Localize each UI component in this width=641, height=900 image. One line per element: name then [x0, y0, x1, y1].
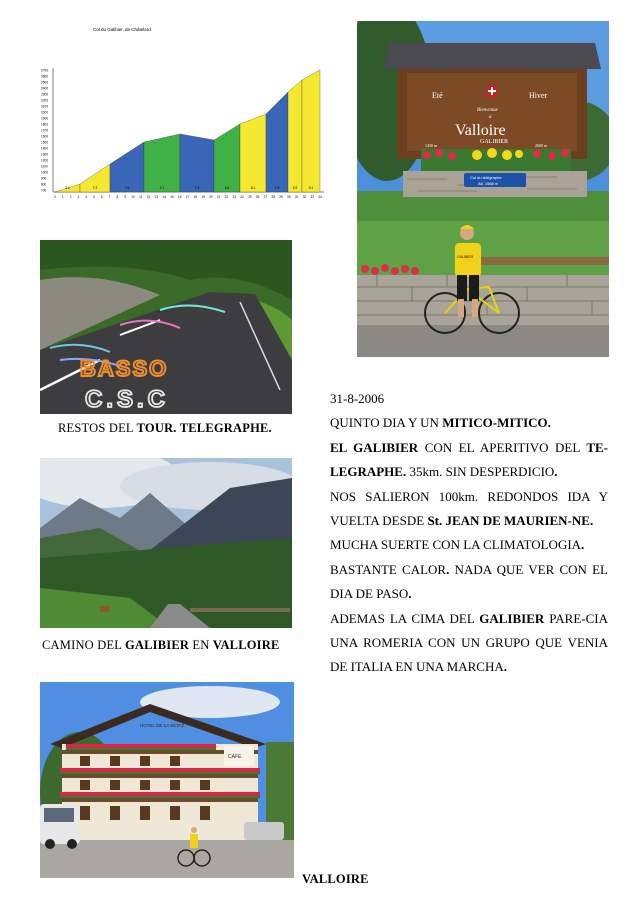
profile-segment	[266, 92, 288, 192]
profile-y-tick: 2200	[41, 98, 49, 103]
hotel-sign: HOTEL DE LA SETAZ	[140, 723, 185, 728]
profile-y-tick: 1800	[41, 122, 49, 127]
profile-gradient-label: 6.9	[292, 186, 298, 190]
jersey-text: GALIBIER	[457, 255, 474, 259]
profile-gradient-label: 7.4	[194, 186, 200, 190]
profile-x-tick: 29	[279, 195, 283, 199]
profile-gradient-label: 6.6	[224, 186, 230, 190]
profile-segment	[240, 114, 266, 192]
profile-x-tick: 17	[185, 195, 190, 199]
profile-y-tick: 1400	[41, 146, 49, 151]
sign-alt-left: 1430 m	[425, 143, 438, 148]
profile-y-tick: 2300	[41, 92, 49, 97]
profile-y-tick: 2600	[41, 74, 49, 79]
sign-valloire: Valloire	[455, 122, 506, 139]
paragraph-5: BASTANTE CALOR. NADA QUE VER CON EL DIA DE PASO.	[330, 561, 608, 602]
profile-x-tick: 8	[116, 195, 119, 199]
profile-x-tick: 31	[294, 195, 299, 199]
profile-x-tick: 27	[263, 195, 268, 199]
profile-segment	[180, 134, 214, 192]
elevation-profile-chart	[40, 22, 324, 200]
profile-x-tick: 26	[255, 195, 260, 199]
profile-x-tick: 6	[100, 195, 103, 199]
profile-y-tick: 1700	[41, 128, 49, 133]
profile-y-tick: 900	[41, 176, 47, 181]
sign-ete: Eté	[432, 91, 443, 100]
plate-line2: Alt. 1566 m	[478, 181, 499, 186]
profile-x-tick: 1	[61, 195, 64, 199]
profile-y-tick: 1100	[41, 164, 48, 169]
profile-x-tick: 13	[154, 195, 159, 199]
profile-x-tick: 32	[302, 195, 307, 199]
profile-x-tick: 18	[193, 195, 198, 199]
valloire-sign-photo	[357, 21, 609, 357]
sign-galibier: GALIBIER	[480, 139, 508, 145]
road-csc: C.S.C	[85, 386, 170, 413]
profile-y-tick: 1000	[41, 170, 49, 175]
profile-gradient-label: 7.6	[124, 186, 130, 190]
profile-y-tick: 2400	[41, 86, 49, 91]
sign-a: à	[489, 115, 492, 120]
sign-alt-right: 2600 m	[535, 143, 548, 148]
profile-gradient-label: 7.9	[274, 186, 280, 190]
paragraph-4: MUCHA SUERTE CON LA CLIMATOLOGIA.	[330, 537, 585, 553]
profile-segment	[288, 80, 302, 192]
profile-gradient-label: 9.1	[308, 186, 314, 190]
profile-segment	[302, 70, 320, 192]
paragraph-1: QUINTO DIA Y UN MITICO-MITICO.	[330, 415, 551, 431]
profile-gradient-label: 4.7	[159, 186, 165, 190]
profile-y-tick: 1600	[41, 134, 49, 139]
road-graffiti-photo	[40, 240, 292, 414]
profile-x-tick: 19	[201, 195, 205, 199]
profile-x-tick: 4	[85, 195, 88, 199]
road-basso: BASSO	[80, 356, 169, 381]
profile-title: Col du Galibier, de Châtelard	[93, 27, 151, 32]
profile-segment	[214, 124, 240, 192]
caption-camino: CAMINO DEL GALIBIER EN VALLOIRE	[42, 638, 280, 652]
profile-x-tick: 21	[216, 195, 221, 199]
profile-x-tick: 0	[54, 195, 56, 199]
profile-y-tick: 800	[41, 182, 47, 187]
sign-bienvenue: Bienvenue	[477, 108, 498, 113]
profile-y-tick: 700	[41, 188, 47, 193]
profile-segment	[144, 134, 180, 192]
profile-x-tick: 5	[93, 195, 95, 199]
profile-x-tick: 30	[287, 195, 291, 199]
profile-gradient-label: 6.1	[250, 186, 256, 190]
profile-x-tick: 11	[139, 195, 143, 199]
profile-x-tick: 16	[177, 195, 182, 199]
sign-hiver: Hiver	[529, 91, 548, 100]
profile-y-tick: 2000	[41, 110, 49, 115]
profile-x-tick: 28	[271, 195, 276, 199]
valloire-hotel-photo	[40, 682, 294, 878]
profile-x-tick: 33	[310, 195, 314, 199]
profile-gradient-label: 2.2	[65, 186, 70, 190]
profile-x-tick: 20	[209, 195, 213, 199]
diary-text	[330, 387, 608, 680]
galibier-road-photo	[40, 458, 292, 628]
hotel-side-sign: CAFE	[228, 754, 242, 760]
profile-x-tick: 12	[146, 195, 151, 199]
plate-line1: Col du télégraphe	[470, 175, 502, 180]
paragraph-6: ADEMAS LA CIMA DEL GALIBIER PARE-CIA UNA ROMERIA CON UN GRUPO QUE VENIA DE ITALIA EN UNA MARCHA.	[330, 610, 608, 675]
caption-valloire: VALLOIRE	[302, 872, 369, 886]
profile-x-tick: 23	[232, 195, 237, 199]
profile-x-tick: 3	[77, 195, 80, 199]
profile-y-tick: 1200	[41, 158, 49, 163]
profile-x-tick: 15	[170, 195, 174, 199]
profile-y-tick: 2700	[41, 68, 49, 73]
paragraph-3: NOS SALIERON 100km. REDONDOS IDA Y VUELTA DESDE St. JEAN DE MAURIEN-NE.	[330, 488, 608, 529]
profile-x-tick: 9	[124, 195, 127, 199]
profile-x-tick: 2	[69, 195, 72, 199]
profile-y-tick: 2500	[41, 80, 49, 85]
profile-x-tick: 14	[162, 195, 166, 199]
profile-x-tick: 25	[248, 195, 252, 199]
profile-x-tick: 7	[108, 195, 111, 199]
profile-y-tick: 1300	[41, 152, 49, 157]
caption-tour: RESTOS DEL TOUR. TELEGRAPHE.	[58, 421, 272, 435]
profile-y-tick: 2100	[41, 104, 49, 109]
profile-y-tick: 1500	[41, 140, 49, 145]
paragraph-2: EL GALIBIER CON EL APERITIVO DEL TE-LEGRAPHE. 35km. SIN DESPERDICIO.	[330, 439, 608, 480]
profile-x-tick: 10	[131, 195, 135, 199]
profile-x-tick: 22	[224, 195, 229, 199]
profile-segment	[110, 142, 144, 192]
profile-x-tick: 34	[318, 195, 322, 199]
profile-y-tick: 1900	[41, 116, 49, 121]
entry-date: 31-8-2006	[330, 391, 385, 406]
profile-x-tick: 24	[240, 195, 244, 199]
profile-gradient-label: 7.2	[92, 186, 98, 190]
